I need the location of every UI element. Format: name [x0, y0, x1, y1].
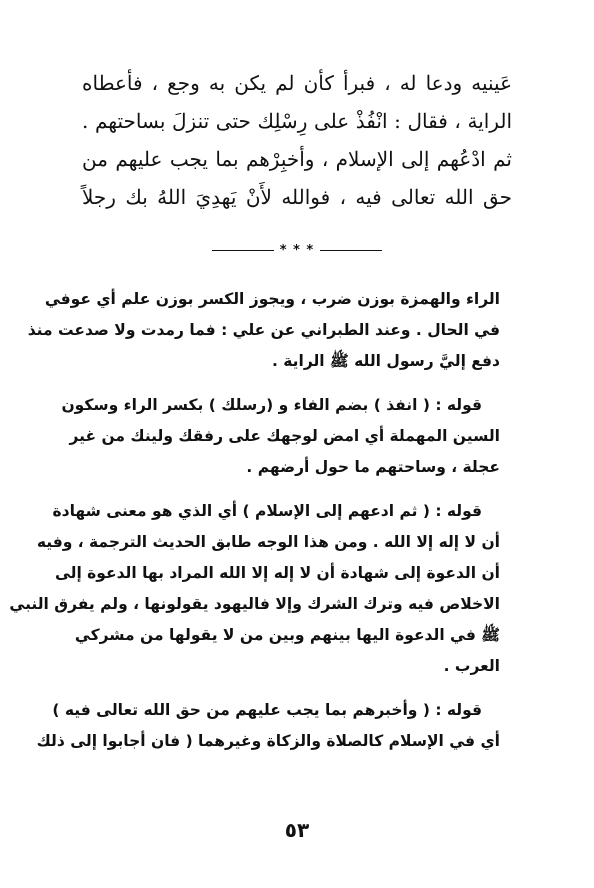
- commentary-line: الاخلاص فيه وترك الشرك وإلا فاليهود يقولونها ، ولم يفرق النبي: [9, 595, 500, 613]
- commentary-text: [9, 284, 500, 770]
- separator-rule-left: [212, 250, 274, 251]
- commentary-paragraph: [27, 284, 500, 377]
- commentary-line: قوله : ( ثم ادعهم إلى الإسلام ) أي الذي هو معنى شهادة: [52, 502, 482, 520]
- commentary-paragraph: [61, 390, 500, 483]
- page-number: ٥٣: [284, 818, 310, 842]
- commentary-line: أي في الإسلام كالصلاة والزكاة وغيرهما ( فان أجابوا إلى ذلك: [36, 732, 500, 750]
- commentary-line: دفع إليَّ رسول الله ﷺ الراية .: [272, 352, 500, 370]
- separator-rule-right: [320, 250, 382, 251]
- commentary-paragraph: [36, 695, 500, 757]
- commentary-line: ﷺ في الدعوة اليها بينهم وبين من لا يقولها من مشركي: [74, 626, 500, 644]
- commentary-line: قوله : ( انفذ ) بضم الفاء و (رسلك ) بكسر الراء وسكون: [61, 396, 482, 414]
- commentary-line: أن لا إله إلا الله . ومن هذا الوجه طابق الحديث الترجمة ، وفيه: [36, 533, 500, 551]
- main-text-line: الراية ، فقال : انْفُذْ على رِسْلِك حتى تنزلَ بساحتهم .: [82, 109, 512, 133]
- commentary-line: العرب .: [443, 657, 500, 675]
- main-hadith-text: [82, 64, 512, 216]
- main-text-line: حق الله تعالى فيه ، فوالله لأَنْ يَهدِيَ اللهُ بك رجلاً: [82, 185, 512, 209]
- main-text-line: عَينيه ودعا له ، فبرأ كأن لم يكن به وجع ، فأعطاه: [82, 71, 512, 95]
- commentary-paragraph: [9, 496, 500, 682]
- commentary-line: في الحال . وعند الطبراني عن علي : فما رمدت ولا صدعت منذ: [27, 321, 500, 339]
- commentary-line: أن الدعوة إلى شهادة أن لا إله إلا الله المراد بها الدعوة إلى: [54, 564, 500, 582]
- section-separator: [0, 240, 594, 260]
- commentary-line: قوله : ( وأخبرهم بما يجب عليهم من حق الله تعالى فيه ): [52, 701, 482, 719]
- commentary-line: السين المهملة أي امض لوجهك على رفقك ولينك من غير: [69, 427, 500, 445]
- main-text-line: ثم ادْعُهم إلى الإسلام ، وأخبِرْهم بما يجب عليهم من: [82, 147, 512, 171]
- commentary-line: الراء والهمزة بوزن ضرب ، ويجوز الكسر بوزن علم أي عوفي: [44, 290, 500, 308]
- separator-stars: * * *: [279, 242, 315, 258]
- commentary-line: عجلة ، وساحتهم ما حول أرضهم .: [246, 458, 500, 476]
